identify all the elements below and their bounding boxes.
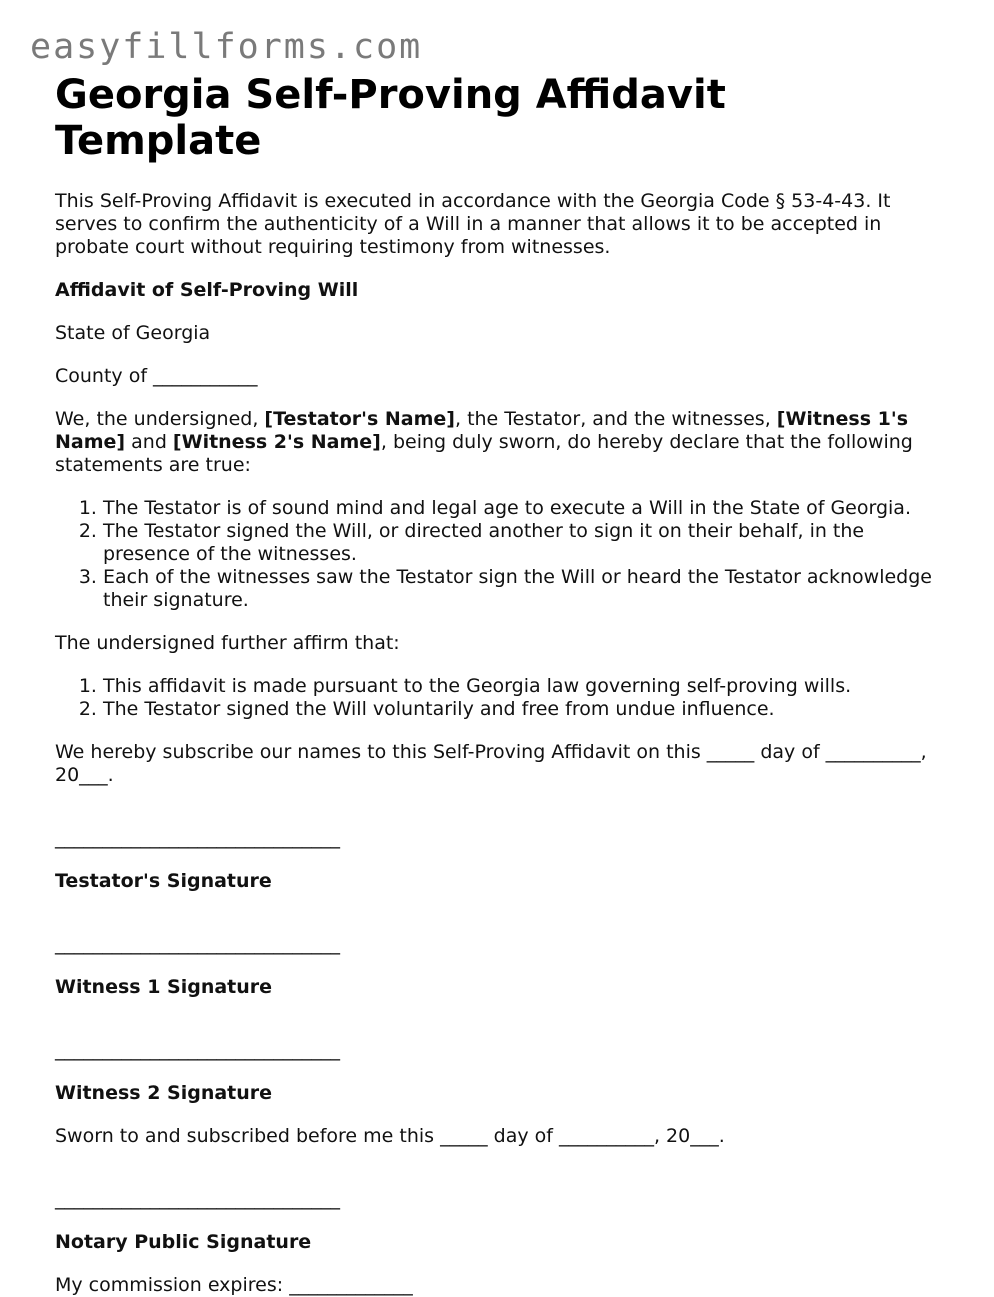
section-heading: Affidavit of Self-Proving Will bbox=[55, 279, 359, 301]
notary-signature-line: ______________________________ bbox=[55, 1188, 340, 1210]
witness2-signature-label: Witness 2 Signature bbox=[55, 1082, 273, 1104]
watermark: easyfillforms.com bbox=[30, 27, 423, 67]
list-item: 3. Each of the witnesses saw the Testator sign the Will or heard the Testator acknowledge their signature. bbox=[103, 566, 945, 612]
declaration-text: , being duly sworn, do hereby declare that the following statements are true: bbox=[55, 431, 913, 476]
testator-signature-label: Testator's Signature bbox=[55, 870, 272, 892]
witness2-name-placeholder: [Witness 2's Name] bbox=[172, 431, 381, 453]
declaration-text: We, the undersigned, bbox=[55, 408, 265, 430]
list-item: 2. The Testator signed the Will voluntarily and free from undue influence. bbox=[103, 698, 945, 721]
witness2-signature-line: ______________________________ bbox=[55, 1039, 340, 1061]
further-affirm-line: The undersigned further affirm that: bbox=[55, 632, 400, 654]
declaration-text: and bbox=[125, 431, 173, 453]
testator-name-placeholder: [Testator's Name] bbox=[264, 408, 455, 430]
list-item: 2. The Testator signed the Will, or directed another to sign it on their behalf, in the presence of the witnesses. bbox=[103, 520, 945, 566]
page-title: Georgia Self-Proving Affidavit Template bbox=[55, 72, 726, 164]
intro-paragraph: This Self-Proving Affidavit is executed in accordance with the Georgia Code § 53-4-43. It serves to confirm the authenticity of a Will in a manner that allows it to be accepted in probate court without requiring testimony from witnesses. bbox=[55, 190, 891, 258]
declaration-paragraph bbox=[55, 408, 945, 477]
witness1-signature-label: Witness 1 Signature bbox=[55, 976, 273, 998]
testator-signature-line: ______________________________ bbox=[55, 827, 340, 849]
affirmations-list bbox=[55, 675, 945, 721]
witness1-signature-line: ______________________________ bbox=[55, 933, 340, 955]
commission-line: My commission expires: _____________ bbox=[55, 1274, 413, 1296]
list-item: 1. The Testator is of sound mind and legal age to execute a Will in the State of Georgia. bbox=[103, 497, 945, 520]
list-item: 1. This affidavit is made pursuant to the Georgia law governing self-proving wills. bbox=[103, 675, 945, 698]
sworn-line: Sworn to and subscribed before me this _____ day of __________, 20___. bbox=[55, 1125, 725, 1147]
document-page bbox=[55, 72, 945, 1297]
declaration-text: , the Testator, and the witnesses, bbox=[454, 408, 777, 430]
notary-signature-label: Notary Public Signature bbox=[55, 1231, 312, 1253]
county-line: County of ___________ bbox=[55, 365, 258, 387]
witness1-name-placeholder: [Witness 1's Name] bbox=[55, 408, 909, 453]
state-line: State of Georgia bbox=[55, 322, 211, 344]
subscribe-line: We hereby subscribe our names to this Self-Proving Affidavit on this _____ day of __________, 20___. bbox=[55, 741, 927, 786]
statements-list bbox=[55, 497, 945, 612]
